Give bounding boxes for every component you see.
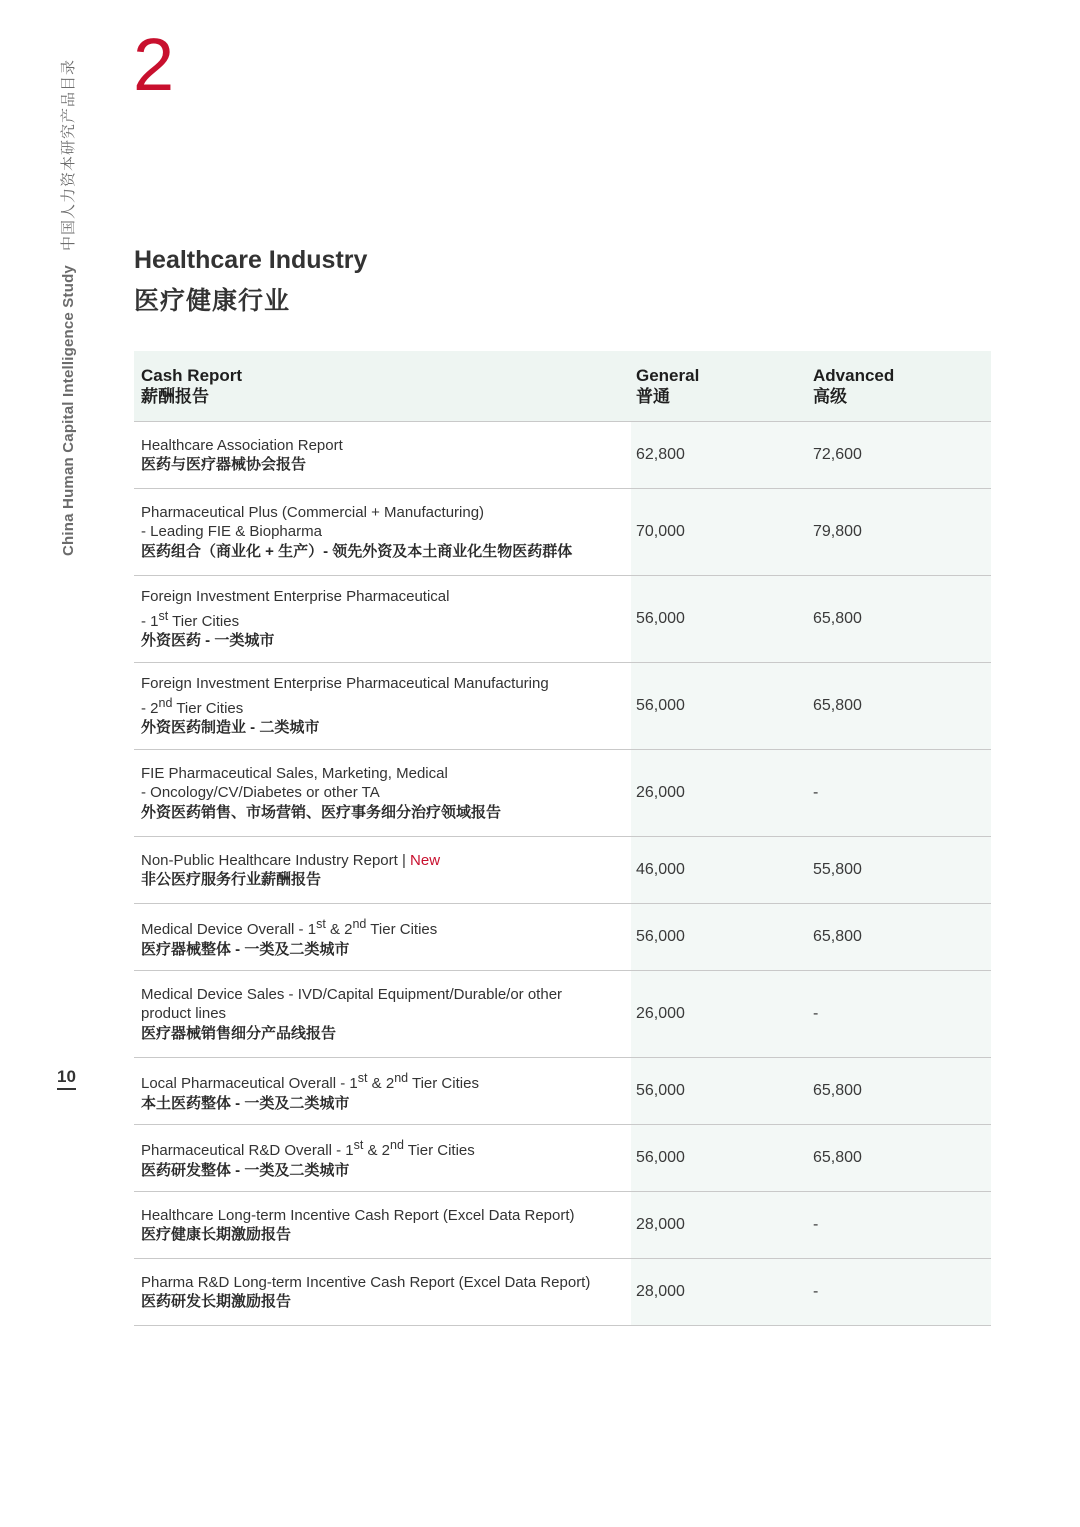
- ordinal-suffix: nd: [158, 695, 173, 710]
- general-price: 28,000: [631, 1192, 808, 1259]
- report-name-en-line2: - Leading FIE & Biopharma: [141, 523, 322, 541]
- report-name: [134, 1192, 631, 1259]
- ordinal-suffix: st: [357, 1071, 368, 1085]
- page-number: 10: [57, 1068, 76, 1090]
- report-name-en: FIE Pharmaceutical Sales, Marketing, Medical: [141, 764, 448, 782]
- general-price: 26,000: [631, 750, 808, 837]
- header-advanced: [808, 351, 991, 422]
- side-title-en: China Human Capital Intelligence Study: [60, 265, 77, 556]
- report-name-en: [141, 851, 631, 871]
- report-name: [134, 489, 631, 576]
- report-name-en-line2: [141, 694, 631, 719]
- heading-en: Healthcare Industry: [134, 246, 368, 274]
- table-row: [134, 663, 991, 750]
- report-name-cn: 医药研发整体 - 一类及二类城市: [141, 1161, 350, 1179]
- report-name-en-text: Non-Public Healthcare Industry Report |: [141, 851, 411, 869]
- ordinal-suffix: st: [158, 608, 169, 623]
- advanced-price: 65,800: [808, 1125, 991, 1192]
- report-name: [134, 422, 631, 489]
- general-price: 56,000: [631, 1058, 808, 1125]
- ordinal-suffix: nd: [394, 1071, 409, 1085]
- line1-prefix: Medical Device Overall - 1: [141, 921, 317, 938]
- table-row: [134, 904, 991, 971]
- report-name: [134, 971, 631, 1058]
- header-report-cn: 薪酬报告: [141, 387, 209, 406]
- line1-mid: & 2: [325, 921, 353, 938]
- line2-suffix: Tier Cities: [172, 699, 244, 717]
- header-advanced-cn: 高级: [813, 387, 847, 406]
- general-price: 56,000: [631, 663, 808, 750]
- table-row: [134, 1259, 991, 1326]
- report-name-cn: 医疗器械整体 - 一类及二类城市: [141, 940, 350, 958]
- general-price: 26,000: [631, 971, 808, 1058]
- report-name-en: Medical Device Sales - IVD/Capital Equipment/Durable/or other: [141, 985, 563, 1003]
- report-name-en: [141, 915, 631, 940]
- report-name: [134, 750, 631, 837]
- general-price: 56,000: [631, 904, 808, 971]
- general-price: 28,000: [631, 1259, 808, 1326]
- report-name: [134, 1259, 631, 1326]
- report-name-cn: 医疗器械销售细分产品线报告: [141, 1024, 337, 1042]
- advanced-price: 65,800: [808, 663, 991, 750]
- line1-mid: & 2: [367, 1075, 395, 1092]
- line1-mid: & 2: [363, 1142, 390, 1159]
- line1-suffix: Tier Cities: [403, 1142, 475, 1159]
- line2-prefix: - 2: [141, 699, 159, 717]
- report-name: [134, 904, 631, 971]
- advanced-price: 65,800: [808, 904, 991, 971]
- general-price: 70,000: [631, 489, 808, 576]
- general-price: 56,000: [631, 576, 808, 663]
- line1-prefix: Local Pharmaceutical Overall - 1: [141, 1075, 358, 1092]
- report-name-en: Pharma R&D Long-term Incentive Cash Report (Excel Data Report): [141, 1273, 591, 1291]
- section-number: 2: [133, 23, 175, 106]
- ordinal-suffix: nd: [390, 1138, 404, 1152]
- report-name-cn: 本土医药整体 - 一类及二类城市: [141, 1094, 350, 1112]
- report-name-en-line2: [141, 607, 631, 632]
- report-name-cn: 外资医药制造业 - 二类城市: [141, 719, 320, 737]
- general-price: 46,000: [631, 837, 808, 904]
- report-name-en-line2: - Oncology/CV/Diabetes or other TA: [141, 784, 380, 802]
- general-price: 56,000: [631, 1125, 808, 1192]
- ordinal-suffix: st: [316, 917, 326, 931]
- report-name-cn: 外资医药销售、市场营销、医疗事务细分治疗领域报告: [141, 803, 502, 821]
- line2-prefix: - 1: [141, 612, 159, 630]
- table-row: [134, 489, 991, 576]
- report-name-en: Foreign Investment Enterprise Pharmaceutical Manufacturing: [141, 675, 549, 693]
- report-name-cn: 外资医药 - 一类城市: [141, 632, 275, 650]
- report-name-cn: 非公医疗服务行业薪酬报告: [141, 871, 322, 888]
- table-row: [134, 750, 991, 837]
- line2-suffix: Tier Cities: [168, 612, 240, 630]
- table-row: [134, 1192, 991, 1259]
- side-title: [57, 59, 78, 556]
- line1-prefix: Pharmaceutical R&D Overall - 1: [141, 1142, 354, 1159]
- header-report-en: Cash Report: [141, 366, 243, 385]
- advanced-price: -: [808, 1192, 991, 1259]
- report-name-cn: 医药研发长期激励报告: [141, 1293, 292, 1310]
- report-name-cn: 医药与医疗器械协会报告: [141, 456, 307, 473]
- table-row: [134, 422, 991, 489]
- report-name: [134, 576, 631, 663]
- advanced-price: 79,800: [808, 489, 991, 576]
- advanced-price: 55,800: [808, 837, 991, 904]
- advanced-price: 65,800: [808, 1058, 991, 1125]
- report-name-en: Pharmaceutical Plus (Commercial + Manufacturing): [141, 503, 485, 521]
- header-advanced-en: Advanced: [813, 366, 895, 385]
- report-name-en-line2: product lines: [141, 1005, 227, 1023]
- report-name-cn: 医疗健康长期激励报告: [141, 1226, 292, 1243]
- header-report: [134, 351, 631, 422]
- line1-suffix: Tier Cities: [366, 921, 438, 938]
- report-name-en: Foreign Investment Enterprise Pharmaceutical: [141, 588, 450, 606]
- report-name: [134, 663, 631, 750]
- heading-cn: 医疗健康行业: [134, 287, 291, 315]
- header-general-en: General: [636, 366, 700, 385]
- new-badge: New: [410, 851, 441, 869]
- report-name-cn: 医药组合（商业化 + 生产）- 领先外资及本土商业化生物医药群体: [141, 542, 573, 560]
- report-name: [134, 1125, 631, 1192]
- table-row: [134, 971, 991, 1058]
- report-name: [134, 837, 631, 904]
- table-row: [134, 1125, 991, 1192]
- table-header-row: [134, 351, 991, 422]
- table-row: [134, 837, 991, 904]
- report-name: [134, 1058, 631, 1125]
- advanced-price: 65,800: [808, 576, 991, 663]
- advanced-price: -: [808, 1259, 991, 1326]
- price-table: [134, 351, 991, 1326]
- side-title-cn: 中国人力资本研究产品目录: [60, 59, 77, 252]
- report-name-en: Healthcare Long-term Incentive Cash Report (Excel Data Report): [141, 1206, 575, 1224]
- advanced-price: -: [808, 750, 991, 837]
- report-name-en: [141, 1069, 631, 1094]
- table-row: [134, 576, 991, 663]
- general-price: 62,800: [631, 422, 808, 489]
- line1-suffix: Tier Cities: [408, 1075, 479, 1092]
- header-general: [631, 351, 808, 422]
- report-name-en: [141, 1136, 631, 1161]
- ordinal-suffix: nd: [352, 917, 367, 931]
- table-row: [134, 1058, 991, 1125]
- ordinal-suffix: st: [353, 1138, 364, 1152]
- header-general-cn: 普通: [636, 387, 670, 406]
- report-name-en: Healthcare Association Report: [141, 436, 343, 454]
- advanced-price: 72,600: [808, 422, 991, 489]
- advanced-price: -: [808, 971, 991, 1058]
- section-heading: [134, 244, 367, 317]
